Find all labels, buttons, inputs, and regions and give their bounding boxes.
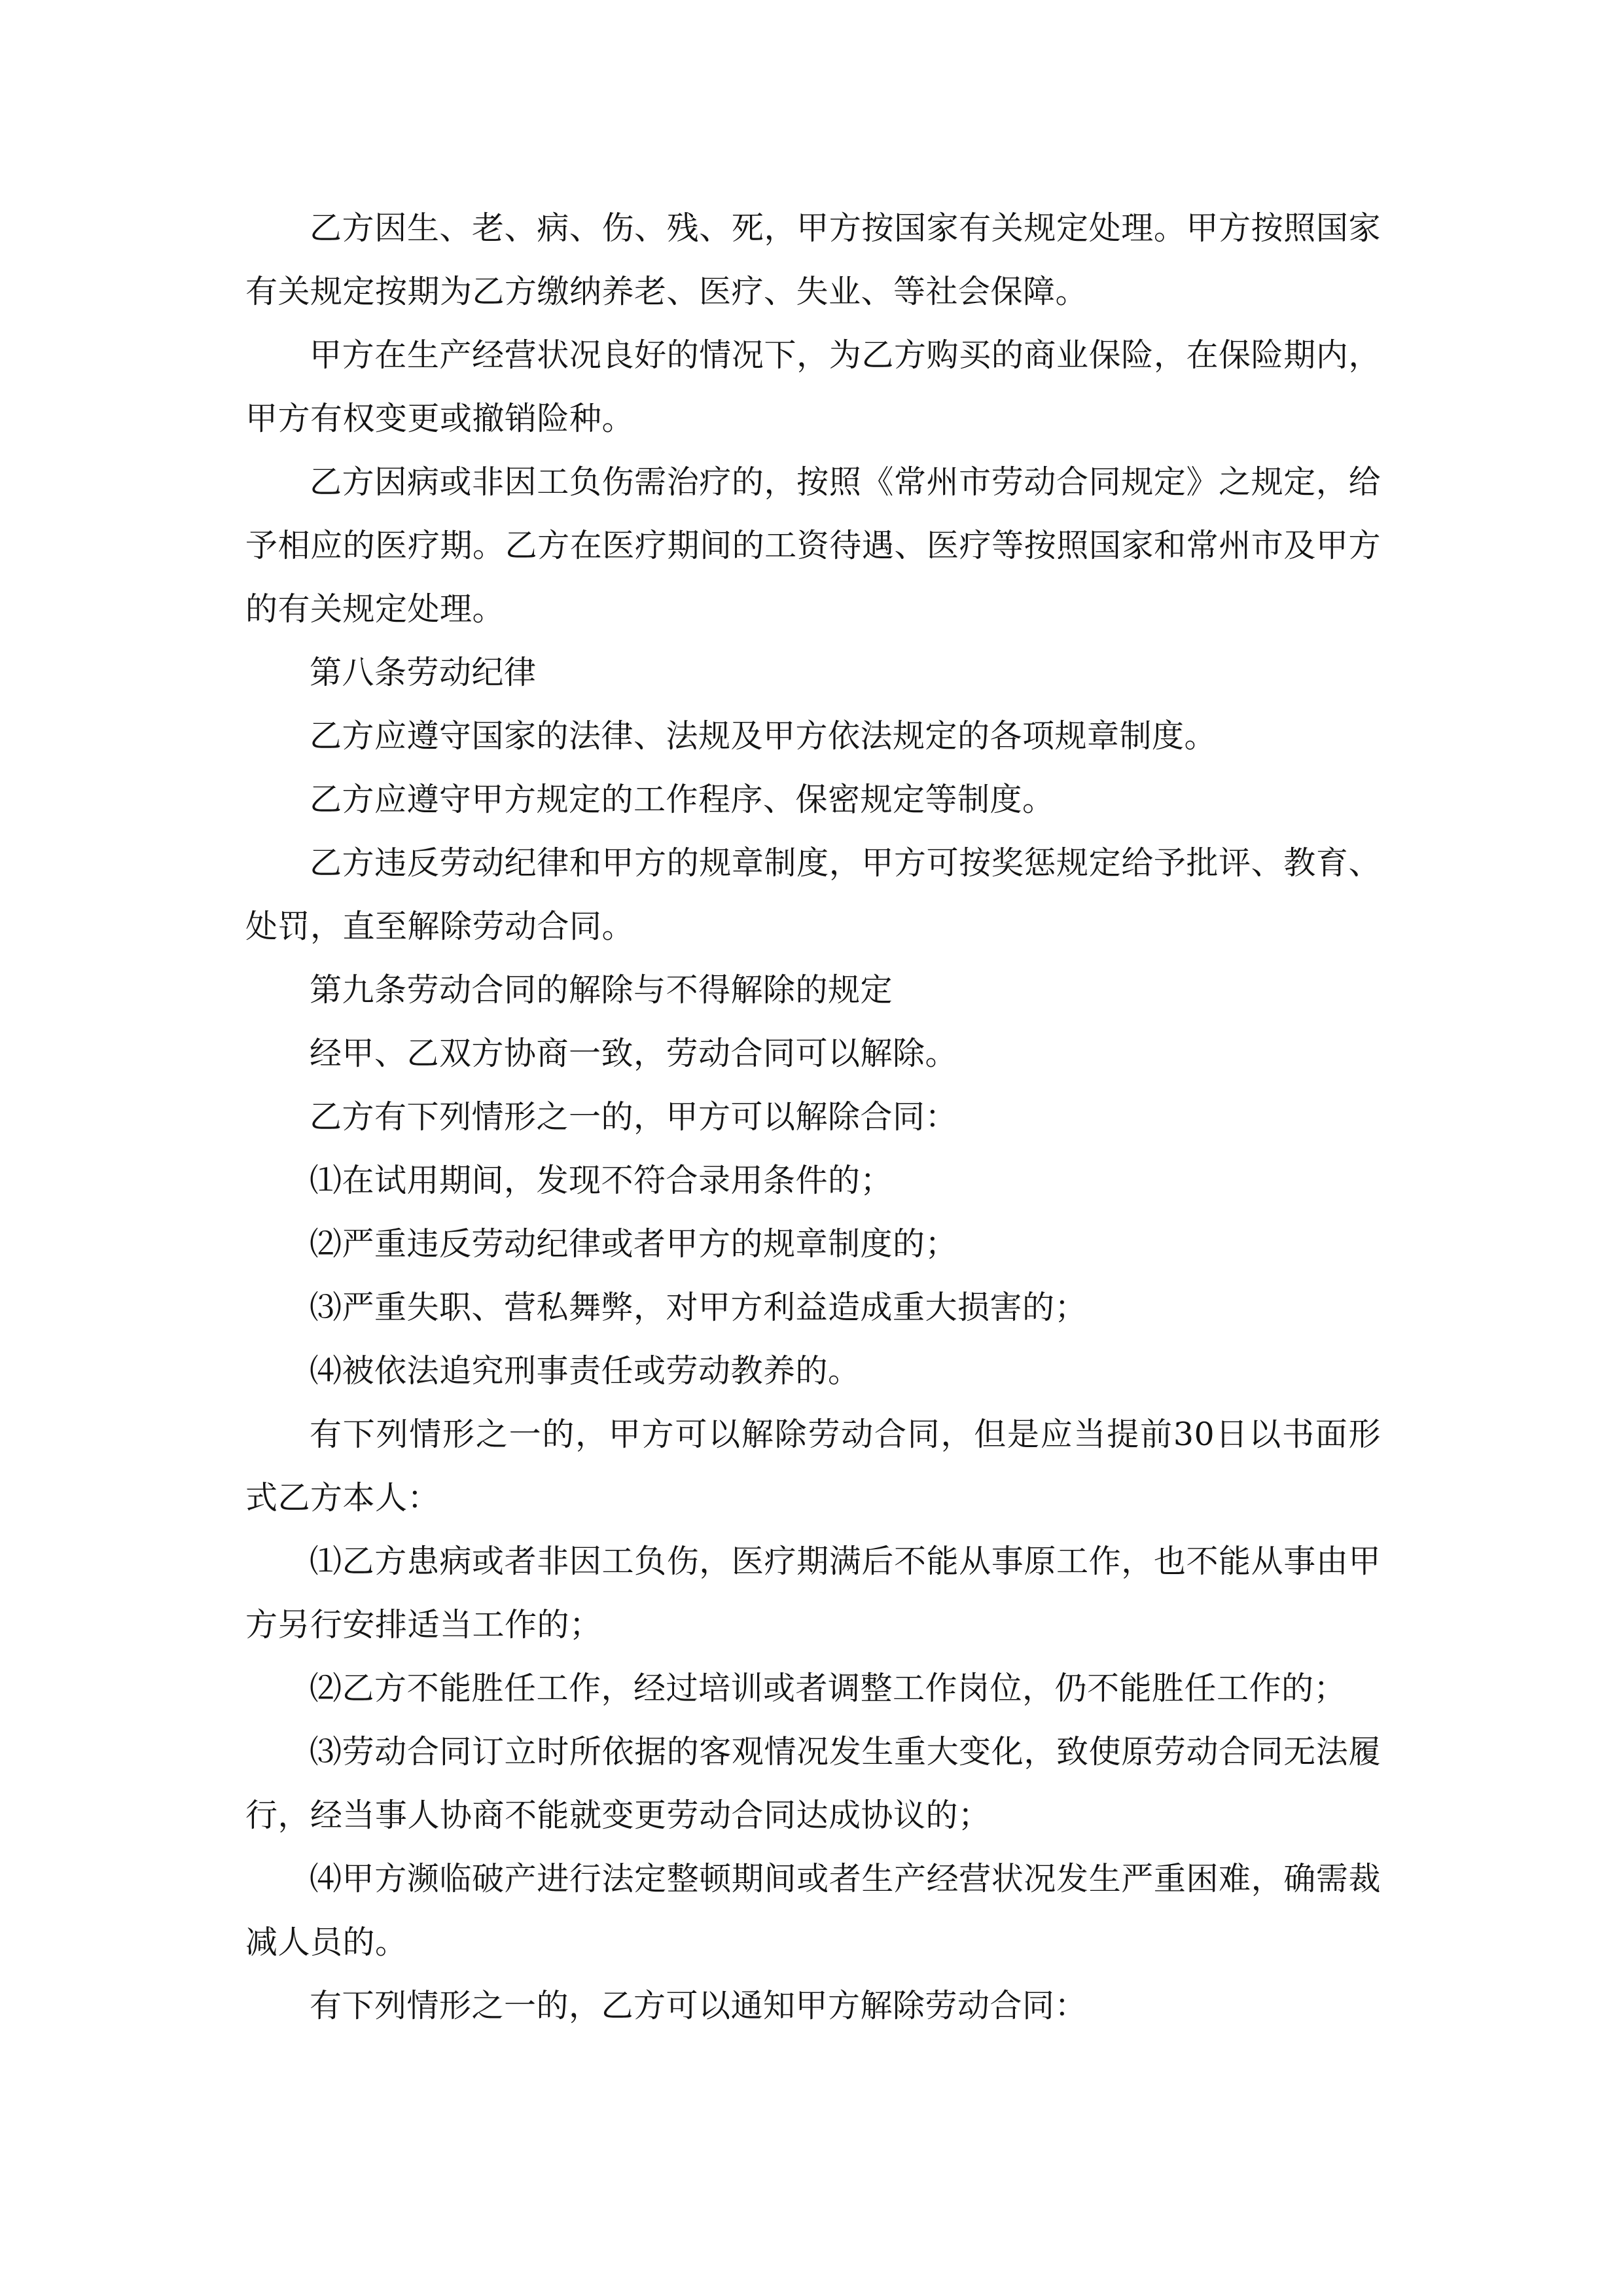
document-body	[245, 196, 1381, 2037]
paragraph-medical-period: 乙方因病或非因工负伤需治疗的，按照《常州市劳动合同规定》之规定，给予相应的医疗期。乙方在医疗期间的工资待遇、医疗等按照国家和常州市及甲方的有关规定处理。	[245, 463, 1381, 628]
list-item: ⑴乙方患病或者非因工负伤，医疗期满后不能从事原工作，也不能从事由甲方另行安排适当工作的；	[245, 1543, 1381, 1643]
list-item: ⑶严重失职、营私舞弊，对甲方利益造成重大损害的；	[310, 1289, 1088, 1326]
list-item: ⑶劳动合同订立时所依据的客观情况发生重大变化，致使原劳动合同无法履行，经当事人协商不能就变更劳动合同达成协议的；	[245, 1733, 1381, 1834]
article-8-heading: 第八条劳动纪律	[310, 654, 537, 691]
list-item: ⑷甲方濒临破产进行法定整顿期间或者生产经营状况发生严重困难，确需裁减人员的。	[245, 1860, 1381, 1961]
paragraph-obey-laws: 乙方应遵守国家的法律、法规及甲方依法规定的各项规章制度。	[310, 717, 1217, 755]
list-item: ⑵严重违反劳动纪律或者甲方的规章制度的；	[310, 1225, 958, 1263]
article-9-heading: 第九条劳动合同的解除与不得解除的规定	[310, 971, 893, 1009]
paragraph-commercial-insurance: 甲方在生产经营状况良好的情况下，为乙方购买的商业保险，在保险期内，甲方有权变更或撤销险种。	[245, 336, 1381, 437]
list-item: ⑵乙方不能胜任工作，经过培训或者调整工作岗位，仍不能胜任工作的；	[310, 1670, 1347, 1707]
paragraph-obey-procedures: 乙方应遵守甲方规定的工作程序、保密规定等制度。	[310, 781, 1055, 818]
paragraph-employer-termination-intro: 乙方有下列情形之一的，甲方可以解除合同：	[310, 1098, 958, 1136]
paragraph-employee-termination-intro: 有下列情形之一的，乙方可以通知甲方解除劳动合同：	[310, 1987, 1088, 2024]
list-item: ⑷被依法追究刑事责任或劳动教养的。	[310, 1352, 861, 1390]
paragraph-discipline-violation: 乙方违反劳动纪律和甲方的规章制度，甲方可按奖惩规定给予批评、教育、处罚，直至解除劳动合同。	[245, 844, 1381, 945]
paragraph-mutual-termination: 经甲、乙双方协商一致，劳动合同可以解除。	[310, 1035, 958, 1072]
list-item: ⑴在试用期间，发现不符合录用条件的；	[310, 1162, 893, 1199]
paragraph-notice-termination-intro: 有下列情形之一的，甲方可以解除劳动合同，但是应当提前30日以书面形式乙方本人：	[245, 1416, 1381, 1516]
paragraph-social-insurance: 乙方因生、老、病、伤、残、死，甲方按国家有关规定处理。甲方按照国家有关规定按期为乙方缴纳养老、医疗、失业、等社会保障。	[245, 209, 1381, 310]
